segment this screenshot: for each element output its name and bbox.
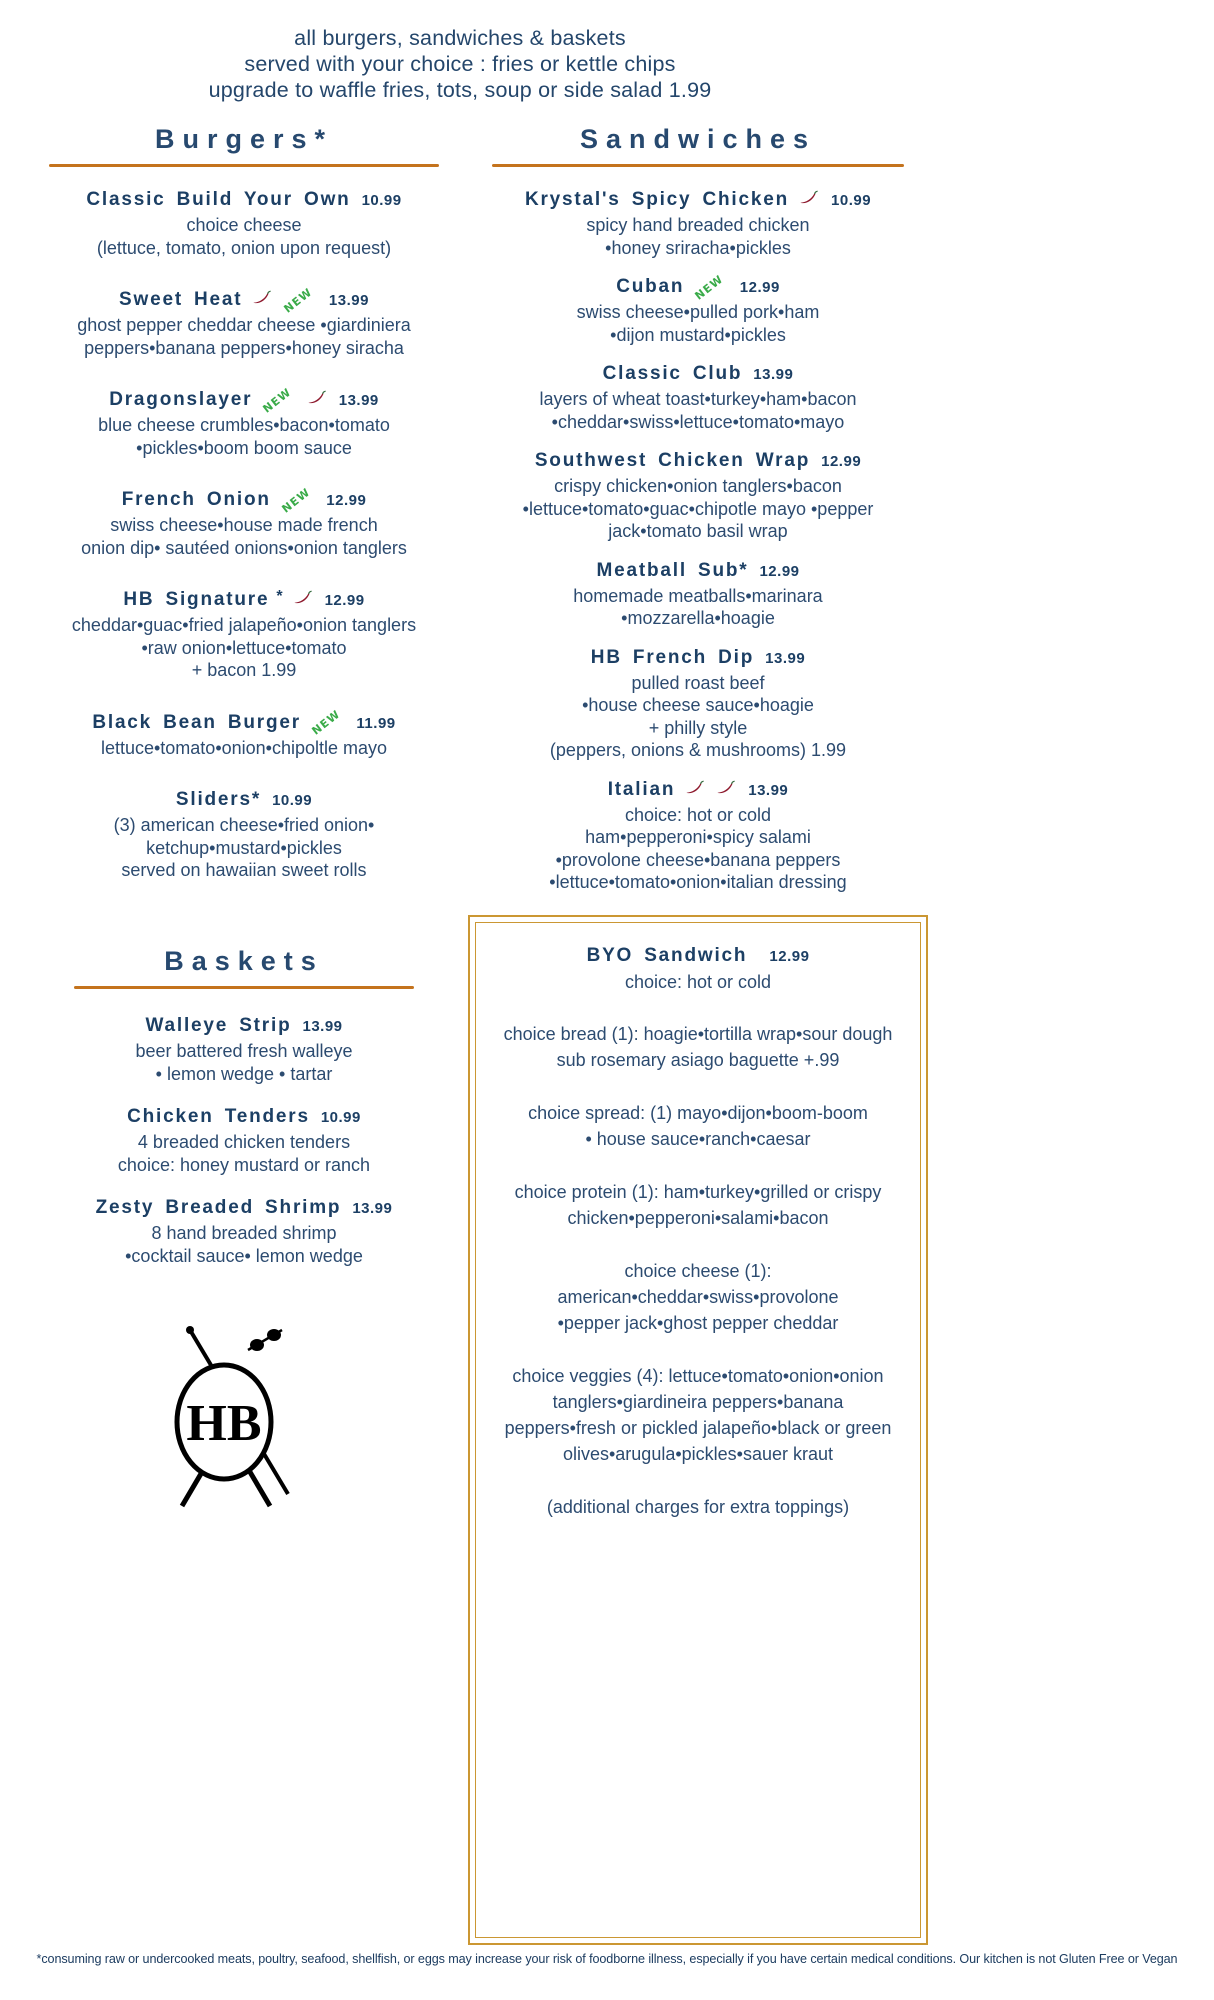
menu-item-header (462, 560, 934, 582)
menu-item-desc-line: + philly style (648, 717, 748, 738)
byo-paragraph (476, 1258, 920, 1336)
menu-item-desc-line: (peppers, onions & mushrooms) 1.99 (549, 740, 847, 761)
menu-item-desc-line: •cocktail sauce• lemon wedge (125, 1245, 363, 1266)
menu-item-desc-line: served on hawaiian sweet rolls (121, 860, 367, 881)
baskets-divider (74, 986, 414, 989)
menu-item-desc-line: swiss cheese•pulled pork•ham (576, 302, 820, 323)
menu-item-header (28, 707, 460, 738)
menu-item-header (462, 271, 934, 303)
logo-left-leg (182, 1472, 202, 1506)
menu-item-name: French Onion (121, 489, 271, 511)
menu-item-price: 13.99 (338, 392, 379, 410)
menu-item-header (462, 647, 934, 669)
byo-sandwich-box-inner (475, 922, 921, 1938)
byo-line: chicken•pepperoni•salami•bacon (567, 1207, 829, 1228)
menu-item-header (462, 363, 934, 385)
menu-item-header (28, 384, 460, 416)
burgers-item-list (28, 189, 460, 882)
header-line-2: served with your choice : fries or kettle chips (244, 51, 676, 76)
menu-item-price: 11.99 (356, 714, 396, 732)
menu-item-name: HB French Dip (590, 646, 755, 668)
byo-sandwich-box (468, 915, 928, 1945)
menu-item-cuban (462, 271, 934, 346)
menu-header-note (0, 26, 920, 103)
menu-item-desc-line: ketchup•mustard•pickles (146, 837, 342, 858)
menu-item-price: 13.99 (765, 649, 806, 667)
menu-item-desc-line: beer battered fresh walleye (135, 1041, 353, 1061)
menu-item-name: Southwest Chicken Wrap (534, 450, 811, 472)
menu-item-header (28, 789, 460, 811)
byo-line: choice veggies (4): lettuce•tomato•onion•onion (512, 1365, 884, 1386)
menu-item-price: 12.99 (739, 279, 780, 297)
menu-item-price: 13.99 (748, 781, 789, 799)
menu-item-desc-line: lettuce•tomato•onion•chipoltle mayo (100, 737, 388, 758)
menu-item-desc-line: cheddar•guac•fried jalapeño•onion tanglers (71, 615, 417, 636)
pepper-icon (799, 189, 818, 211)
menu-item-black-bean-burger (28, 707, 460, 760)
new-badge: NEW (279, 484, 313, 516)
menu-item-krystal-s-spicy-chicken (462, 189, 934, 259)
pepper-glyph (716, 780, 735, 795)
menu-item-desc-line: peppers•banana peppers•honey siracha (84, 337, 404, 358)
menu-item-dragonslayer (28, 384, 460, 459)
menu-item-desc-line: 8 hand breaded shrimp (151, 1223, 337, 1243)
sandwiches-divider (492, 164, 904, 167)
menu-item-price: 10.99 (272, 792, 313, 810)
section-sandwiches (462, 124, 934, 911)
header-line-3: upgrade to waffle fries, tots, soup or side salad 1.99 (208, 77, 712, 102)
menu-item-price: 10.99 (831, 192, 872, 210)
menu-item-desc-line: ham•pepperoni•spicy salami (585, 827, 811, 848)
menu-item-desc-line: •provolone cheese•banana peppers (555, 849, 841, 870)
menu-item-name: Sliders* (175, 789, 262, 811)
byo-line: choice cheese (1): (624, 1260, 772, 1281)
byo-paragraph (476, 1363, 920, 1467)
menu-item-name: Krystal's Spicy Chicken (524, 189, 790, 211)
pepper-icon (716, 779, 735, 801)
menu-item-name: Sweet Heat (119, 289, 243, 311)
new-badge: NEW (692, 271, 727, 303)
menu-item-classic-club (462, 363, 934, 433)
menu-item-name: Cuban (616, 276, 685, 298)
byo-line: olives•arugula•pickles•sauer kraut (562, 1443, 834, 1464)
menu-item-price: 12.99 (324, 592, 365, 610)
menu-item-desc-line: 4 breaded chicken tenders (137, 1132, 351, 1152)
menu-item-header (28, 484, 460, 516)
byo-line: •pepper jack•ghost pepper cheddar (557, 1312, 839, 1333)
menu-item-desc-line: + bacon 1.99 (191, 660, 297, 681)
menu-item-desc-line: •honey sriracha•pickles (605, 237, 791, 258)
section-baskets-title: Baskets (164, 946, 324, 976)
section-burgers-title: Burgers* (154, 124, 334, 154)
byo-title: BYO Sandwich (586, 945, 748, 966)
menu-item-desc-line: •mozzarella•hoagie (621, 608, 775, 629)
pepper-icon (307, 389, 326, 411)
menu-item-header (28, 189, 460, 211)
menu-item-header (28, 1106, 460, 1128)
byo-paragraph (476, 1179, 920, 1231)
menu-item-southwest-chicken-wrap (462, 450, 934, 543)
menu-item-name: Chicken Tenders (127, 1106, 310, 1127)
menu-item-name: Italian (607, 778, 676, 800)
menu-item-header (28, 589, 460, 611)
section-sandwiches-title: Sandwiches (579, 124, 817, 154)
menu-item-desc-line: (3) american cheese•fried onion• (113, 815, 375, 836)
menu-item-desc-line: ghost pepper cheddar cheese •giardiniera (77, 315, 411, 336)
menu-item-price: 12.99 (821, 453, 862, 471)
menu-item-price: 13.99 (302, 1018, 343, 1035)
menu-item-hb-french-dip (462, 647, 934, 762)
menu-item-desc-line: choice: hot or cold (624, 804, 772, 825)
pepper-glyph (252, 290, 271, 305)
menu-item-desc-line: crispy chicken•onion tanglers•bacon (554, 476, 842, 497)
byo-paragraph-list (476, 1021, 920, 1520)
byo-paragraph (476, 1100, 920, 1152)
menu-item-price: 10.99 (361, 192, 402, 209)
menu-item-desc-line: blue cheese crumbles•bacon•tomato (98, 415, 390, 436)
burgers-divider (49, 164, 439, 167)
baskets-item-list (28, 1015, 460, 1267)
menu-item-header (28, 1015, 460, 1037)
menu-item-desc-line: layers of wheat toast•turkey•ham•bacon (539, 389, 857, 410)
menu-item-desc-line: •lettuce•tomato•onion•italian dressing (549, 872, 847, 893)
byo-line: choice bread (1): hoagie•tortilla wrap•sour dough (503, 1023, 893, 1044)
menu-item-desc-line: (lettuce, tomato, onion upon request) (96, 237, 392, 258)
menu-item-desc-line: •dijon mustard•pickles (610, 324, 786, 345)
byo-line: (additional charges for extra toppings) (546, 1496, 850, 1517)
byo-paragraph (476, 1494, 920, 1520)
menu-item-name: Dragonslayer (109, 389, 253, 411)
menu-item-desc-line: homemade meatballs•marinara (573, 585, 823, 606)
menu-item-header (28, 1197, 460, 1219)
menu-item-price: 13.99 (328, 292, 369, 310)
menu-item-desc-line: •lettuce•tomato•guac•chipotle mayo •pepper (522, 498, 874, 519)
menu-item-zesty-breaded-shrimp (28, 1197, 460, 1267)
menu-item-name: Classic Club (602, 363, 743, 385)
byo-line: choice protein (1): ham•turkey•grilled or crispy (514, 1181, 882, 1202)
byo-line: • house sauce•ranch•caesar (585, 1128, 811, 1149)
menu-item-desc-line: swiss cheese•house made french (110, 515, 378, 536)
header-line-1: all burgers, sandwiches & baskets (294, 26, 626, 50)
menu-item-walleye-strip (28, 1015, 460, 1085)
menu-item-desc-line: pulled roast beef (631, 672, 765, 693)
menu-item-name: Black Bean Burger (92, 711, 301, 733)
section-burgers (28, 124, 460, 912)
menu-item-meatball-sub (462, 560, 934, 630)
menu-item-name: Walleye Strip (145, 1015, 292, 1036)
menu-item-header (462, 189, 934, 211)
pepper-icon (252, 289, 271, 311)
menu-item-desc-line: spicy hand breaded chicken (586, 215, 810, 236)
byo-line: peppers•fresh or pickled jalapeño•black or green (504, 1417, 892, 1438)
byo-line: tanglers•giardineira peppers•banana (552, 1391, 844, 1412)
menu-item-desc-line: choice: honey mustard or ranch (117, 1154, 371, 1175)
menu-item-name: Classic Build Your Own (86, 189, 351, 210)
menu-item-desc-line: •cheddar•swiss•lettuce•tomato•mayo (551, 411, 845, 432)
byo-price: 12.99 (769, 948, 810, 965)
byo-line: choice spread: (1) mayo•dijon•boom-boom (528, 1102, 868, 1123)
menu-item-price: 12.99 (759, 562, 800, 580)
menu-item-italian (462, 779, 934, 894)
logo-monogram: HB (186, 1395, 262, 1452)
section-baskets (28, 946, 460, 1288)
menu-item-price: 12.99 (326, 492, 367, 510)
pepper-glyph (293, 590, 312, 605)
pepper-glyph (307, 390, 326, 405)
menu-item-name: Meatball Sub* (596, 559, 749, 581)
menu-item-name: Zesty Breaded Shrimp (95, 1197, 342, 1218)
pepper-glyph (685, 780, 704, 795)
asterisk-marker: * (276, 588, 283, 606)
menu-item-desc-line: •pickles•boom boom sauce (136, 437, 352, 458)
new-badge: NEW (281, 284, 316, 316)
byo-line: sub rosemary asiago baguette +.99 (556, 1049, 840, 1070)
sandwiches-item-list (462, 189, 934, 894)
menu-item-hb-signature (28, 589, 460, 682)
menu-item-sliders (28, 789, 460, 882)
menu-item-desc-line: jack•tomato basil wrap (608, 521, 788, 542)
olive-icon (267, 1329, 281, 1341)
menu-item-price: 13.99 (753, 366, 794, 384)
byo-header (476, 945, 920, 967)
menu-item-desc-line: • lemon wedge • tartar (155, 1063, 333, 1084)
menu-item-name: HB Signature (123, 589, 270, 611)
byo-subtitle: choice: hot or cold (624, 972, 772, 992)
menu-item-desc-line: onion dip• sautéed onions•onion tanglers (81, 537, 407, 558)
byo-line: american•cheddar•swiss•provolone (557, 1286, 839, 1307)
menu-item-chicken-tenders (28, 1106, 460, 1176)
pepper-glyph (799, 190, 818, 205)
byo-paragraph (476, 1021, 920, 1073)
menu-item-price: 10.99 (320, 1109, 361, 1126)
hb-restaurant-logo (156, 1316, 332, 1512)
pepper-icon (293, 589, 312, 611)
menu-item-price: 13.99 (352, 1200, 393, 1217)
footer-disclaimer: *consuming raw or undercooked meats, poultry, seafood, shellfish, or eggs may increase your risk of foodborne illness, especially if you have certain medical conditions. Our kitchen is not Gluten Free or Vegan (36, 1952, 1178, 1966)
menu-item-header (462, 450, 934, 472)
menu-item-header (462, 779, 934, 801)
menu-item-french-onion (28, 484, 460, 559)
olive-icon (250, 1339, 264, 1351)
menu-item-desc-line: choice cheese (186, 215, 302, 235)
logo-right-leg (250, 1472, 270, 1506)
pepper-icon (685, 779, 704, 801)
menu-item-header (28, 284, 460, 316)
new-badge: NEW (309, 707, 343, 738)
menu-item-desc-line: •raw onion•lettuce•tomato (141, 637, 347, 658)
new-badge: NEW (260, 384, 295, 416)
menu-item-sweet-heat (28, 284, 460, 359)
menu-item-desc-line: •house cheese sauce•hoagie (582, 695, 814, 716)
menu-item-classic-build-your-own (28, 189, 460, 259)
